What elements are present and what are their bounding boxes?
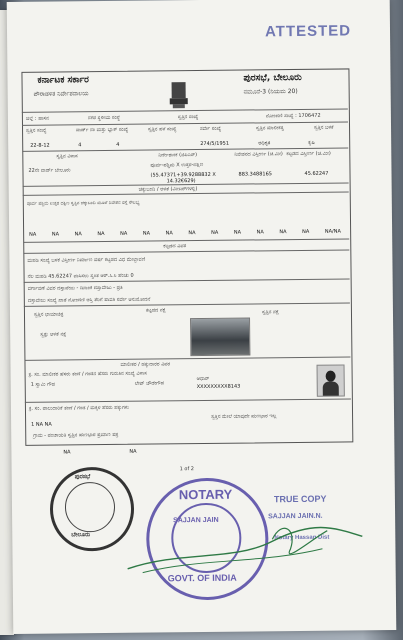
photo-label-left: ಸ್ವತ್ತಿನ ಛಾಯಾಚಿತ್ರ xyxy=(33,311,64,318)
property-photo xyxy=(190,317,250,356)
label-district: ಜಿಲ್ಲೆ : ಹಾಸನ xyxy=(25,115,49,122)
header-right-subtitle: ನಮೂನೆ-3 (ನಿಯಮ 20) xyxy=(243,87,298,96)
notary-title: NOTARY xyxy=(178,486,233,503)
building-header-row: ಮಹಡಿ ಸಂಖ್ಯೆ ಬಳಕೆ ವಿಸ್ತೀರ್ಣ ನಿರ್ಮಾಣ ವರ್ಷ ಕಟ್ಟಡದ ವಿಧ ಮೇಲ್ಛಾವಣಿ xyxy=(27,256,146,264)
owner-header-row: ಕ್ರ. ಸಂ. ಮಾಲೀಕರ ಹೆಸರು ತಂದೆ / ಗಂಡನ ಹೆಸರು ಗುರುತಿನ ಸಂಖ್ಯೆ ವಿಳಾಸ xyxy=(28,370,147,378)
boundary-values: NA NA NA NA NA NA NA NA NA NA NA NA NA NA/NA xyxy=(29,228,341,238)
owner-aadhaar-label: ಆಧಾರ್ xyxy=(196,375,210,383)
val-block: 4 xyxy=(116,141,120,148)
label-ward: ಸ್ವತ್ತಿನ ಸಂಖ್ಯೆ xyxy=(177,114,199,121)
header-left-subtitle: ಪೌರಾಡಳಿತ ನಿರ್ದೇಶನಾಲಯ xyxy=(33,90,89,98)
col-property-no: ಸ್ವತ್ತಿನ ಸಂಖ್ಯೆ xyxy=(26,127,47,134)
val-ward: 4 xyxy=(78,142,82,149)
val-coord-y: 14.32€629) xyxy=(166,178,196,185)
seal-text-top: ಪುರಸಭೆ xyxy=(74,474,91,481)
true-copy-place: Notary Hassan Dist xyxy=(274,534,330,542)
label-reg-no: ನೋಂದಣಿ ಸಂಖ್ಯೆ : 1706472 xyxy=(265,112,321,120)
val-area: 883.3488165 xyxy=(238,171,272,178)
val-built: 45.62247 xyxy=(304,170,329,177)
notary-name: SAJJAN JAIN xyxy=(173,516,219,525)
label-ulb: ನಗರ ಸ್ಥಳೀಯ ಸಂಸ್ಥೆ xyxy=(87,114,121,122)
col-old-no: ಸರ್ವೇ ಸಂಖ್ಯೆ xyxy=(200,125,222,133)
photo-label-mid: ಕಟ್ಟಡದ ನಕ್ಷೆ xyxy=(145,307,166,314)
owner-name: 1 ಸ್ವಾಮಿ ಗೌಡ xyxy=(30,381,55,388)
col-ward-no: ವಾರ್ಡ್ ನಂ ಮತ್ತು ಬ್ಲಾಕ್ ಸಂಖ್ಯೆ xyxy=(76,126,129,134)
label-coordinates: ನಿರ್ದೇಶಾಂಕ (ಜಿಪಿಎಸ್) xyxy=(158,152,198,159)
rights-na-2: NA xyxy=(129,448,137,455)
header-right-title: ಪುರಸಭೆ, ಬೇಲೂರು xyxy=(243,72,302,84)
val-survey: ಅಧಿಕೃತ xyxy=(258,140,271,147)
rights-header: ಕ್ರ. ಸಂ. ಪಾಲುದಾರಿಕೆ ತಂದೆ / ಗಂಡ / ಮಕ್ಕಳ ಹೆಸರು ಹಕ್ಕುಗಳು xyxy=(28,404,130,412)
owner-father: ಲೇಟ್ ಚೌಡೇಗೌಡ xyxy=(134,380,164,387)
rights-note: ಸ್ವತ್ತಿನ ಮೇಲೆ ಯಾವುದೇ ಋಣಭಾರ ಇಲ್ಲ xyxy=(211,413,277,420)
col-block-no: ಸ್ವತ್ತಿನ ಹಳೆ ಸಂಖ್ಯೆ xyxy=(148,126,177,133)
attested-stamp: ATTESTED xyxy=(264,22,352,41)
boundary-heading: ಚಕ್ಕುಬಂದಿ / ಅಳತೆ (ಮೀಟರ್‌ಗಳಲ್ಲಿ) xyxy=(138,186,198,193)
label-area: ನಿವೇಶನದ ವಿಸ್ತೀರ್ಣ (ಚ.ಮೀ) xyxy=(234,151,283,158)
val-coord-label: ಪೂರ್ವ-ಪಶ್ಚಿಮ X ಉತ್ತರ-ದಕ್ಷಿಣ xyxy=(150,161,204,169)
true-copy-name: SAJJAN JAIN.N. xyxy=(268,512,323,521)
val-type: ಕೃಷಿ xyxy=(308,139,315,146)
details-row-2: ದಸ್ತಾವೇಜು ಸಂಖ್ಯೆ ಖಾತೆ ನೋಂದಣಿ ಆಸ್ತಿ ತೆರಿಗೆ ಪಾವತಿ ಸರ್ವೇ ಅನುಮೋದನೆ xyxy=(27,296,151,304)
photo-label-right: ಸ್ವತ್ತಿನ ನಕ್ಷೆ xyxy=(261,309,279,316)
val-coord: (55.47371+39.9288832 X xyxy=(150,171,216,179)
photo-sub-label: ಸ್ವತ್ತು ಅಳತೆ ನಕ್ಷೆ xyxy=(40,331,67,338)
col-type: ಸ್ವತ್ತಿನ ಬಳಕೆ xyxy=(314,124,334,131)
label-address: ಸ್ವತ್ತಿನ ವಿಳಾಸ xyxy=(56,153,78,160)
true-copy-stamp: TRUE COPY xyxy=(273,493,327,505)
document-page xyxy=(7,0,397,634)
rights-values: 1 NA NA xyxy=(31,421,52,428)
page-number: 1 of 2 xyxy=(179,466,195,473)
notary-govt: GOVT. OF INDIA xyxy=(167,572,237,584)
val-date: 22-8-12 xyxy=(30,142,50,149)
val-address: 22ನೇ ವಾರ್ಡ್ ಬೇಲೂರು xyxy=(28,167,71,174)
owner-photo xyxy=(317,365,345,397)
building-value-row: ನೆಲ ಮಹಡಿ 45.62247 ವಾಸಿಸಲು ಸ್ವಂತ ಆರ್.ಸಿ.ಸಿ ಹೆಂಚು 0 xyxy=(27,272,134,280)
header-left-title: ಕರ್ನಾಟಕ ಸರ್ಕಾರ xyxy=(37,75,89,86)
handwritten-signature xyxy=(122,518,373,581)
owner-aadhaar: XXXXXXXXX8143 xyxy=(196,383,241,391)
seal-text-bottom: ಬೇಲೂರು xyxy=(71,532,91,539)
label-built-area: ಕಟ್ಟಡದ ವಿಸ್ತೀರ್ಣ (ಚ.ಮೀ) xyxy=(286,150,331,158)
owner-heading: ಮಾಲೀಕರ / ಹಕ್ಕುದಾರರ ವಿವರ xyxy=(120,361,171,368)
val-old-no: 274/5/1951 xyxy=(200,140,230,148)
building-heading: ಕಟ್ಟಡದ ವಿವರ xyxy=(163,243,187,250)
rights-footer: ಗ್ರಾಮ - ಪಂಚಾಯತಿ ಸ್ವತ್ತಿನ ಋಣಭಾರ ಪ್ರಮಾಣ ಪತ್ರ xyxy=(33,431,119,439)
boundary-labels: ಪೂರ್ವ ಪಶ್ಚಿಮ ಉತ್ತರ ದಕ್ಷಿಣ ಸ್ವತ್ತಿನ ಚಕ್ಕುಬಂದಿ ಮೂಲೆ ನಿವೇಶನ ರಸ್ತೆ ಸೌಲಭ್ಯ xyxy=(26,200,140,207)
rights-na: NA xyxy=(63,449,71,456)
details-row-1: ವರ್ಗಾವಣೆ ವಿವರ ದಸ್ತಾವೇಜು - ದಿನಾಂಕ ದಸ್ತಾವೇಜು - ಪ್ರತಿ xyxy=(27,284,123,292)
state-emblem-icon xyxy=(168,80,190,110)
col-survey-no: ಸ್ವತ್ತಿನ ಮಾಲೀಕತ್ವ xyxy=(256,125,285,132)
